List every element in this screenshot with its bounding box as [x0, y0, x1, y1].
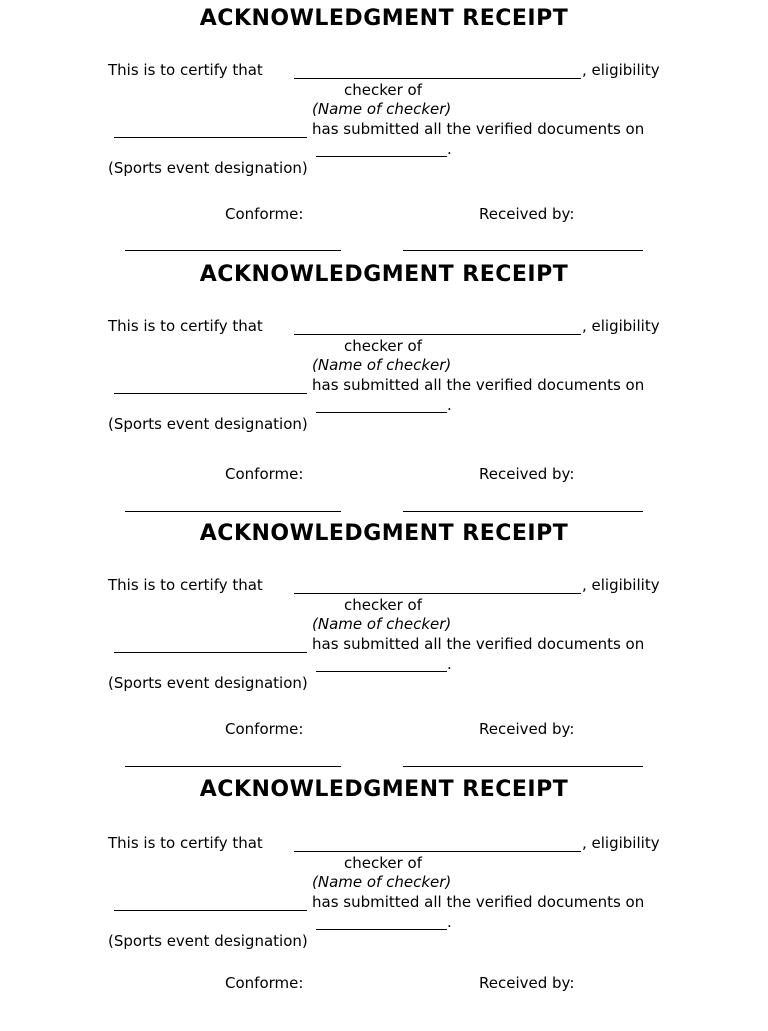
- submitted-text: has submitted all the verified documents on: [312, 635, 645, 653]
- checker-name-blank: [294, 593, 581, 594]
- certify-text: This is to certify that: [108, 61, 263, 79]
- period-text: .: [447, 913, 452, 931]
- date-blank: [316, 929, 447, 930]
- received-by-label: Received by:: [479, 974, 575, 992]
- eligibility-text: , eligibility: [582, 576, 660, 594]
- received-by-signature-line: [403, 766, 643, 767]
- receipt-title: ACKNOWLEDGMENT RECEIPT: [199, 6, 569, 31]
- conforme-label: Conforme:: [225, 720, 304, 738]
- conforme-label: Conforme:: [225, 974, 304, 992]
- acknowledgment-receipt: [0, 256, 768, 516]
- receipt-title: ACKNOWLEDGMENT RECEIPT: [199, 777, 569, 802]
- conforme-signature-line: [125, 766, 341, 767]
- checker-of-text: checker of: [344, 337, 423, 355]
- checker-of-text: checker of: [344, 854, 423, 872]
- conforme-label: Conforme:: [225, 465, 304, 483]
- eligibility-text: , eligibility: [582, 317, 660, 335]
- received-by-signature-line: [403, 250, 643, 251]
- period-text: .: [447, 396, 452, 414]
- acknowledgment-receipt: [0, 515, 768, 775]
- receipt-title: ACKNOWLEDGMENT RECEIPT: [199, 262, 569, 287]
- eligibility-text: , eligibility: [582, 834, 660, 852]
- certify-text: This is to certify that: [108, 317, 263, 335]
- name-of-checker-caption: (Name of checker): [312, 100, 452, 118]
- sports-event-caption: (Sports event designation): [108, 674, 308, 692]
- submitted-text: has submitted all the verified documents on: [312, 893, 645, 911]
- receipt-title: ACKNOWLEDGMENT RECEIPT: [199, 521, 569, 546]
- checker-of-text: checker of: [344, 596, 423, 614]
- checker-name-blank: [294, 851, 581, 852]
- name-of-checker-caption: (Name of checker): [312, 615, 452, 633]
- received-by-label: Received by:: [479, 720, 575, 738]
- checker-name-blank: [294, 334, 581, 335]
- checker-of-text: checker of: [344, 81, 423, 99]
- sports-event-blank: [114, 393, 307, 394]
- date-blank: [316, 671, 447, 672]
- name-of-checker-caption: (Name of checker): [312, 873, 452, 891]
- submitted-text: has submitted all the verified documents on: [312, 120, 645, 138]
- sports-event-caption: (Sports event designation): [108, 159, 308, 177]
- acknowledgment-receipt: [0, 0, 768, 260]
- date-blank: [316, 412, 447, 413]
- sports-event-blank: [114, 652, 307, 653]
- name-of-checker-caption: (Name of checker): [312, 356, 452, 374]
- conforme-label: Conforme:: [225, 205, 304, 223]
- received-by-label: Received by:: [479, 205, 575, 223]
- certify-text: This is to certify that: [108, 834, 263, 852]
- eligibility-text: , eligibility: [582, 61, 660, 79]
- conforme-signature-line: [125, 250, 341, 251]
- sports-event-blank: [114, 137, 307, 138]
- period-text: .: [447, 655, 452, 673]
- sports-event-caption: (Sports event designation): [108, 415, 308, 433]
- date-blank: [316, 156, 447, 157]
- sports-event-caption: (Sports event designation): [108, 932, 308, 950]
- received-by-signature-line: [403, 511, 643, 512]
- submitted-text: has submitted all the verified documents on: [312, 376, 645, 394]
- period-text: .: [447, 140, 452, 158]
- conforme-signature-line: [125, 511, 341, 512]
- acknowledgment-receipt: [0, 771, 768, 1031]
- received-by-label: Received by:: [479, 465, 575, 483]
- checker-name-blank: [294, 78, 581, 79]
- sports-event-blank: [114, 910, 307, 911]
- certify-text: This is to certify that: [108, 576, 263, 594]
